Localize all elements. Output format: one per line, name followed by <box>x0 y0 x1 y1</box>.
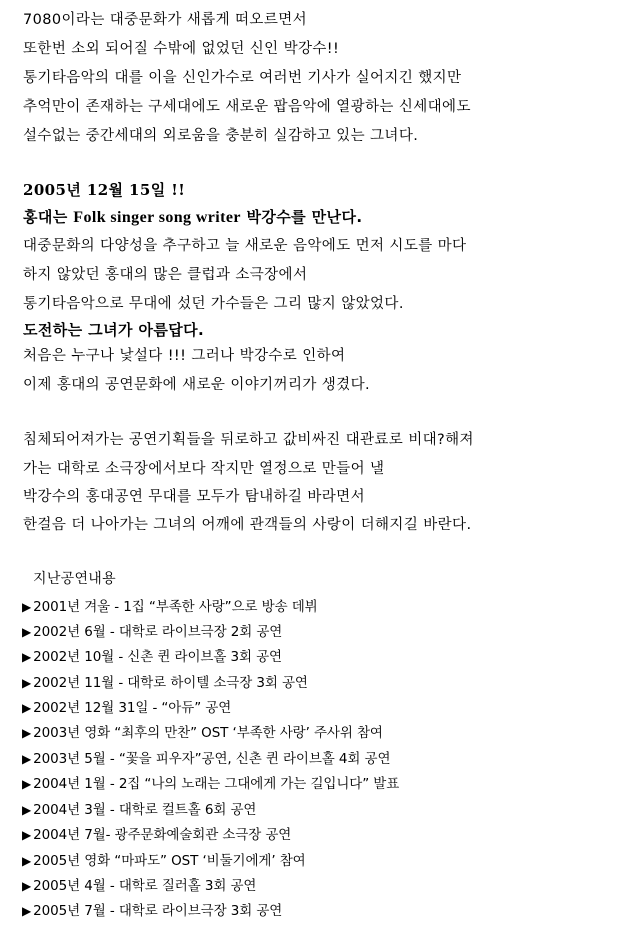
history-title: 지난공연내용 <box>33 571 116 587</box>
intro-line-3: 통기타음악의 대를 이을 신인가수로 여러번 기사가 실어지긴 했지만 <box>23 70 462 86</box>
para4-line-2: 가는 대학로 소극장에서보다 작지만 열정으로 만들어 낼 <box>23 461 385 477</box>
history-item <box>22 851 306 871</box>
history-item <box>22 876 256 896</box>
bullet-arrow-icon: ▶ <box>22 854 32 868</box>
date-heading: 2005년 12월 15일 !! <box>23 181 186 199</box>
headline <box>23 207 362 228</box>
para3-line-2: 이제 홍대의 공연문화에 새로운 이야기꺼리가 생겼다. <box>23 377 371 393</box>
headline-latin: Folk singer song writer <box>73 209 241 226</box>
subheading: 도전하는 그녀가 아름답다. <box>23 321 205 339</box>
history-item <box>22 622 282 642</box>
para4-line-1: 침체되어져가는 공연기획들을 뒤로하고 값비싸진 대관료로 비대?해져 <box>23 432 474 448</box>
bullet-arrow-icon: ▶ <box>22 828 32 842</box>
bullet-arrow-icon: ▶ <box>22 726 32 740</box>
headline-suffix: 박강수를 만난다. <box>240 208 363 226</box>
para4-line-4: 한걸음 더 나아가는 그녀의 어깨에 관객들의 사랑이 더해지길 바란다. <box>23 517 472 533</box>
bullet-arrow-icon: ▶ <box>22 650 32 664</box>
history-item <box>22 597 318 617</box>
history-item-text: 2002년 11월 - 대학로 하이텔 소극장 3회 공연 <box>33 675 308 691</box>
para2-line-2: 하지 않았던 홍대의 많은 클럽과 소극장에서 <box>23 267 308 283</box>
history-item <box>22 825 291 845</box>
history-item <box>22 749 390 769</box>
headline-prefix: 홍대는 <box>23 208 74 226</box>
bullet-arrow-icon: ▶ <box>22 600 32 614</box>
history-item-text: 2005년 4월 - 대학로 질러홀 3회 공연 <box>33 878 257 894</box>
history-item <box>22 647 282 667</box>
para4-line-3: 박강수의 홍대공연 무대를 모두가 탐내하길 바라면서 <box>23 489 365 505</box>
para3-line-1: 처음은 누구나 낯설다 !!! 그러나 박강수로 인하여 <box>23 348 346 364</box>
history-item <box>22 774 399 794</box>
bullet-arrow-icon: ▶ <box>22 803 32 817</box>
intro-line-4: 추억만이 존재하는 구세대에도 새로운 팝음악에 열광하는 신세대에도 <box>23 99 471 115</box>
para2-line-1: 대중문화의 다양성을 추구하고 늘 새로운 음악에도 먼저 시도를 마다 <box>23 238 467 254</box>
bullet-arrow-icon: ▶ <box>22 777 32 791</box>
history-item <box>22 698 231 718</box>
history-item-text: 2002년 12월 31일 - “아듀” 공연 <box>33 700 232 716</box>
bullet-arrow-icon: ▶ <box>22 879 32 893</box>
intro-line-1: 7080이라는 대중문화가 새롭게 떠오르면서 <box>23 12 308 28</box>
history-item-text: 2004년 3월 - 대학로 컬트홀 6회 공연 <box>33 802 257 818</box>
history-item <box>22 800 256 820</box>
history-item <box>22 673 308 693</box>
bullet-arrow-icon: ▶ <box>22 904 32 918</box>
history-item-text: 2001년 겨울 - 1집 “부족한 사랑”으로 방송 데뷔 <box>33 599 318 615</box>
history-item-text: 2005년 7월 - 대학로 라이브극장 3회 공연 <box>33 903 283 919</box>
history-item <box>22 901 282 921</box>
para2-line-3: 통기타음악으로 무대에 섰던 가수들은 그리 많지 않았었다. <box>23 296 404 312</box>
intro-line-5: 설수없는 중간세대의 외로움을 충분히 실감하고 있는 그녀다. <box>23 128 419 144</box>
history-item-text: 2004년 1월 - 2집 “나의 노래는 그대에게 가는 길입니다” 발표 <box>33 776 400 792</box>
bullet-arrow-icon: ▶ <box>22 625 32 639</box>
bullet-arrow-icon: ▶ <box>22 701 32 715</box>
history-item-text: 2004년 7월- 광주문화예술회관 소극장 공연 <box>33 827 292 843</box>
history-item-text: 2002년 6월 - 대학로 라이브극장 2회 공연 <box>33 624 283 640</box>
history-item-text: 2003년 영화 “최후의 만찬” OST ‘부족한 사랑’ 주사위 참여 <box>33 725 383 741</box>
bullet-arrow-icon: ▶ <box>22 676 32 690</box>
intro-line-2: 또한번 소외 되어질 수밖에 없었던 신인 박강수!! <box>23 41 340 57</box>
history-item-text: 2003년 5월 - “꽃을 피우자”공연, 신촌 퀸 라이브홀 4회 공연 <box>33 751 391 767</box>
history-item-text: 2002년 10월 - 신촌 퀸 라이브홀 3회 공연 <box>33 649 282 665</box>
history-item <box>22 723 383 743</box>
bullet-arrow-icon: ▶ <box>22 752 32 766</box>
history-item-text: 2005년 영화 “마파도” OST ‘비둘기에게’ 참여 <box>33 853 306 869</box>
